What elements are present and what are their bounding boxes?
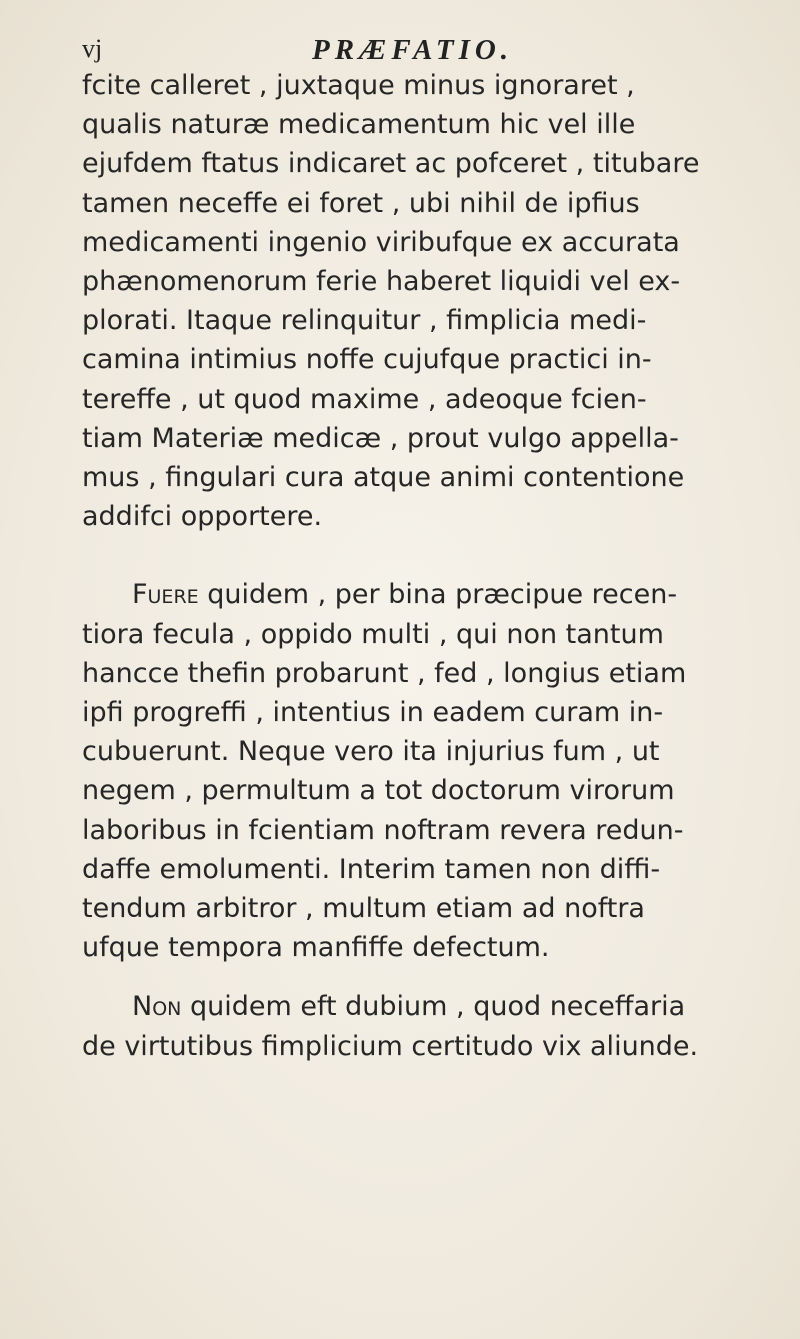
text-line: laboribus in fcientiam noftram revera redun- xyxy=(82,814,684,846)
paragraph-gap xyxy=(82,536,772,575)
running-head: PRÆFATIO. xyxy=(312,34,514,66)
body-text xyxy=(82,66,772,1066)
text-line: mus , fingulari cura atque animi contentione xyxy=(82,461,685,493)
text-line: ejufdem ftatus indicaret ac pofceret , titubare xyxy=(82,148,700,180)
text-line: fcite calleret , juxtaque minus ignoraret , xyxy=(82,70,635,101)
text-line: medicamenti ingenio viribufque ex accurata xyxy=(82,226,680,258)
text-line: phænomenorum ferie haberet liquidi vel ex- xyxy=(82,265,681,297)
text-line: daffe emolumenti. Interim tamen non diffi- xyxy=(82,853,661,885)
paragraph-first-line-rest: quidem , per bina præcipue recen- xyxy=(198,579,678,611)
text-line: hancce thefin probarunt , fed , longius etiam xyxy=(82,657,687,689)
text-line: cubuerunt. Neque vero ita injurius fum , ut xyxy=(82,736,660,768)
paragraph-first-line xyxy=(82,987,772,1026)
paragraph-gap xyxy=(82,967,772,987)
text-line: tereffe , ut quod maxime , adeoque fcien- xyxy=(82,383,647,415)
page-header xyxy=(82,20,782,70)
text-line: tamen neceffe ei foret , ubi nihil de ipfius xyxy=(82,187,640,219)
text-line: plorati. Itaque relinquitur , fimplicia medi- xyxy=(82,305,647,337)
paragraph-lead-word: Non xyxy=(132,991,182,1023)
text-line: de virtutibus fimplicium certitudo vix aliunde. xyxy=(82,1030,699,1062)
text-line: negem , permultum a tot doctorum virorum xyxy=(82,775,675,807)
text-line: tiora fecula , oppido multi , qui non tantum xyxy=(82,618,664,650)
paragraph-lead-word: Fuere xyxy=(132,579,199,611)
paragraph-first-line-rest: quidem eft dubium , quod neceffaria xyxy=(181,991,686,1023)
text-line: addifci opportere. xyxy=(82,501,323,533)
text-line: ipfi progreffi , intentius in eadem curam in- xyxy=(82,697,664,728)
folio-number: vj xyxy=(82,34,103,63)
text-line: ufque tempora manfiffe defectum. xyxy=(82,932,550,964)
paragraph-first-line xyxy=(82,575,772,614)
text-line: tiam Materiæ medicæ , prout vulgo appella- xyxy=(82,422,679,454)
text-line: camina intimius noffe cujufque practici in- xyxy=(82,344,652,376)
text-line: qualis naturæ medicamentum hic vel ille xyxy=(82,109,636,141)
text-line: tendum arbitror , multum etiam ad noftra xyxy=(82,892,645,924)
